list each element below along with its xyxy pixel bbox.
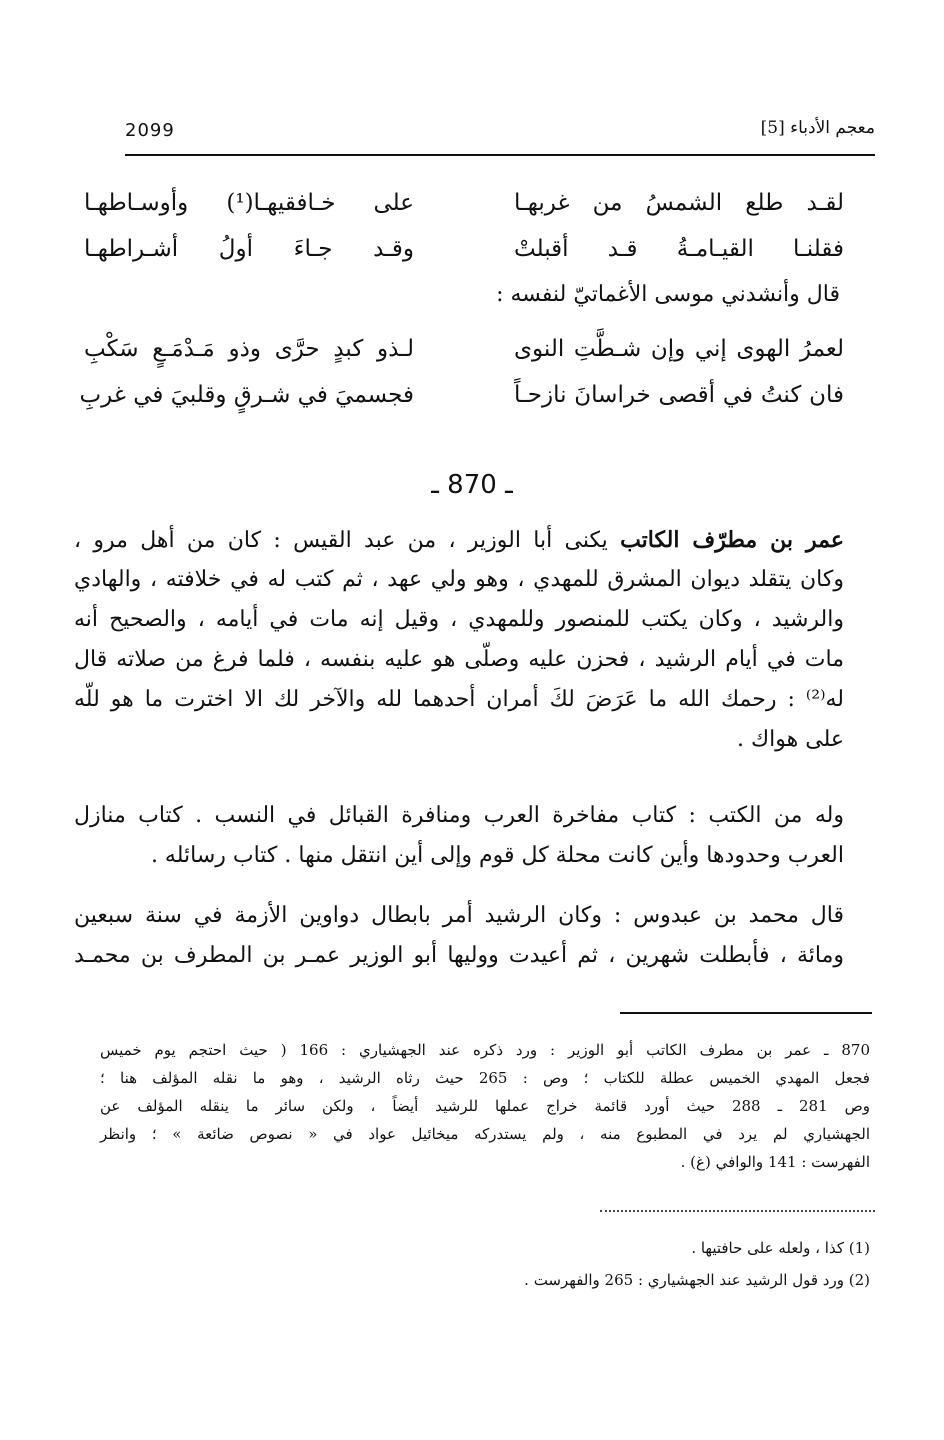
- first-hemistich: فان كنتُ في أقصى خراسانَ نازحـاً: [514, 382, 844, 408]
- biography-paragraph: [74, 520, 844, 760]
- second-hemistich: لـذو كبدٍ حرَّى وذو مَـدْمَـعٍ سَكْبِ: [84, 336, 414, 362]
- second-hemistich: على خـافقيهـا(¹) وأوسـاطهـا: [84, 190, 414, 216]
- poem-intro: قال وأنشدني موسى الأغماتيّ لنفسه :: [496, 282, 840, 307]
- first-hemistich: فقلنـا القيـامـةُ قـد أقبلتْ: [514, 236, 844, 262]
- text-line: على هواك .: [737, 727, 844, 752]
- second-hemistich: فجسميَ في شـرقٍ وقلبيَ في غربِ: [79, 382, 414, 408]
- first-hemistich: لقـد طلع الشمسُ من غربهـا: [514, 190, 844, 216]
- subject-name: عمر بن مطرّف الكاتب: [620, 527, 844, 553]
- text-line: ومائة ، فأبطلت شهرين ، ثم أعيدت ووليها أبو الوزير عمـر بن المطرف بن محمـد: [74, 943, 844, 968]
- text-line: والرشيد ، وكان يكتب للمنصور وللمهدي ، وقيل إنه مات في أيامه ، والصحيح أنه: [74, 607, 844, 632]
- footnote-line: الجهشياري لم يرد في المطبوع منه ، ولم يستدركه ميخائيل عواد في « نصوص ضائعة » ؛ وانظر: [100, 1125, 870, 1143]
- footnote-line: 870 ـ عمر بن مطرف الكاتب أبو الوزير : ورد ذكره عند الجهشياري : 166 ( حيث احتجم يوم خميس: [100, 1041, 870, 1059]
- poem-verse: [79, 372, 844, 418]
- text-span: يكنى أبا الوزير ، من عبد القيس : كان من أهل مرو ،: [74, 528, 621, 553]
- note-2: (2) ورد قول الرشيد عند الجهشياري : 265 والفهرست .: [524, 1271, 870, 1289]
- page-number: 2099: [125, 120, 175, 141]
- text-line: قال محمد بن عبدوس : وكان الرشيد أمر بابطال دواوين الأزمة في سنة سبعين: [74, 903, 844, 928]
- text-line: له⁽²⁾ : رحمك الله ما عَرَضَ لكَ أمران أحدهما لله والآخر لك الا اخترت ما هو للّه: [74, 687, 844, 712]
- page-notes: [100, 1232, 870, 1296]
- narration-paragraph: [74, 896, 844, 976]
- entry-footnote: [100, 1036, 870, 1176]
- second-hemistich: وقـد جـاءَ أولُ أشـراطهـا: [84, 236, 414, 262]
- entry-number: ـ 870 ـ: [431, 470, 513, 500]
- book-title: معجم الأدباء [5]: [760, 118, 875, 138]
- notes-separator: [600, 1210, 875, 1212]
- footnote-separator: [620, 1012, 872, 1014]
- note-1: (1) كذا ، ولعله على حافتيها .: [691, 1239, 870, 1257]
- text-line: وكان يتقلد ديوان المشرق للمهدي ، وهو ولي عهد ، ثم كتب له في خلافته ، والهادي: [74, 567, 844, 592]
- text-line: وله من الكتب : كتاب مفاخرة العرب ومنافرة القبائل في النسب . كتاب منازل: [74, 803, 844, 828]
- poem-verse: [84, 226, 844, 272]
- footnote-line: فجعل المهدي الخميس عطلة للكتاب ؛ وص : 265 حيث رثاه الرشيد ، وهو ما نقله المؤلف هنا ؛: [100, 1069, 870, 1087]
- footnote-line: وص 281 ـ 288 حيث أورد قائمة خراج عملها للرشيد أيضاً ، ولكن سائر ما ينقله المؤلف عن: [100, 1097, 870, 1115]
- poem-1: [84, 180, 844, 272]
- page-header: [125, 118, 875, 156]
- works-paragraph: [74, 796, 844, 876]
- poem-verse: [84, 326, 844, 372]
- text-line: [74, 520, 844, 560]
- text-line: مات في أيام الرشيد ، فحزن عليه وصلّى هو عليه بنفسه ، فلما فرغ من صلاته قال: [74, 647, 844, 672]
- text-line: العرب وحدودها وأين كانت محلة كل قوم وإلى أين انتقل منها . كتاب رسائله .: [150, 843, 844, 868]
- poem-2: [79, 326, 844, 418]
- poem-verse: [84, 180, 844, 226]
- footnote-line: الفهرست : 141 والوافي (غ) .: [680, 1153, 870, 1171]
- first-hemistich: لعمرُ الهوى إني وإن شـطَّتِ النوى: [514, 336, 844, 362]
